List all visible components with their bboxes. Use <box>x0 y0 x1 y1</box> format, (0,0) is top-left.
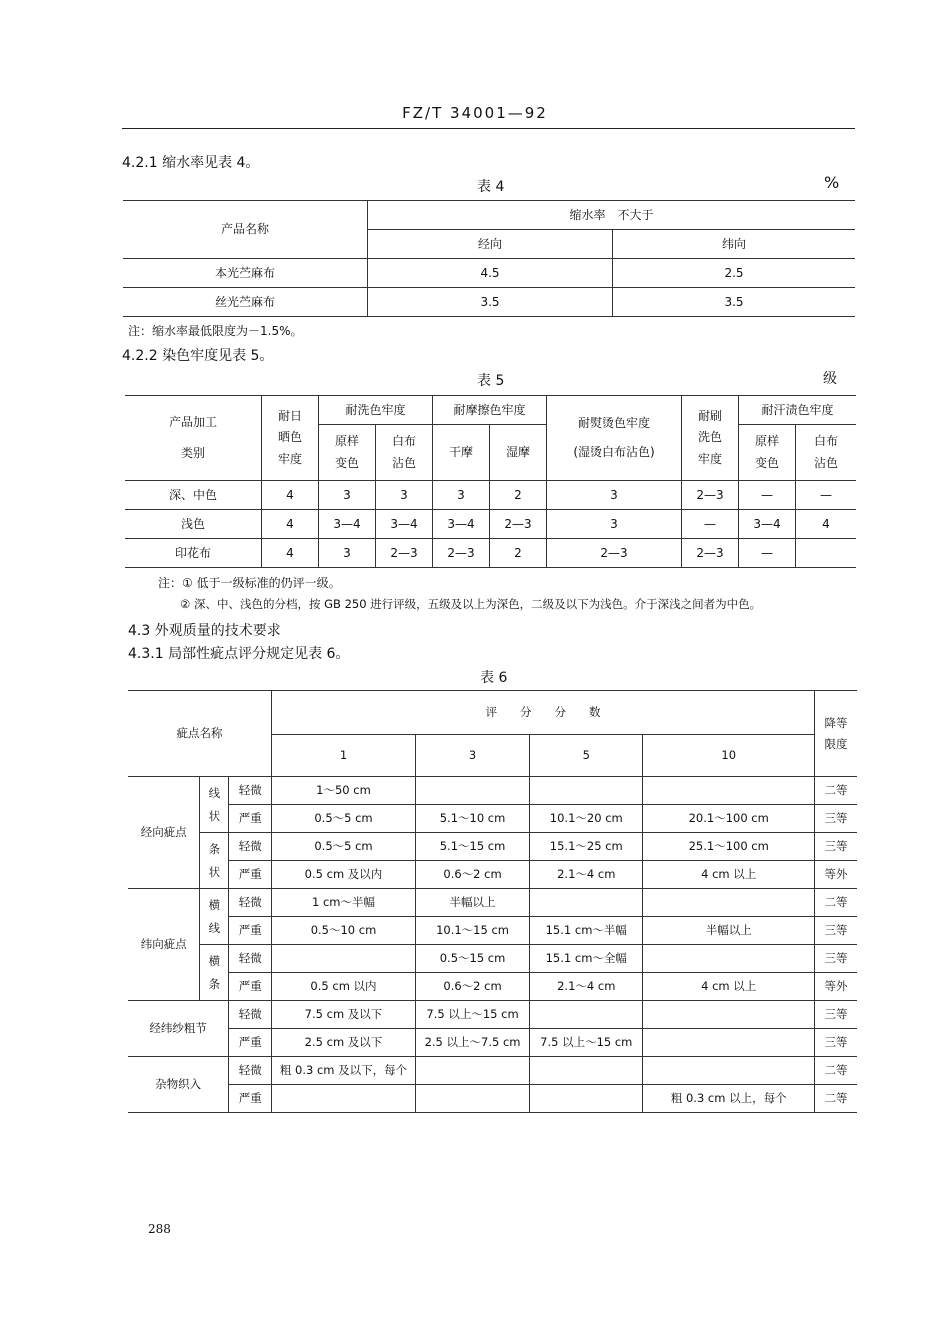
t6-cell <box>530 777 643 805</box>
t6-h-s1: 1 <box>272 735 416 777</box>
t6-cell: 15.1～25 cm <box>530 833 643 861</box>
t6-sub-strip-text: 条状 <box>208 841 221 879</box>
t6-cell: 0.5 cm 及以内 <box>272 861 416 889</box>
table-row <box>123 288 855 317</box>
t6-cell <box>643 1057 815 1085</box>
t5-cell: 2—3 <box>682 481 739 510</box>
t6-h-grade-text: 降等限度 <box>824 715 848 751</box>
t6-cell: 4 cm 以上 <box>643 973 815 1001</box>
t5-h-sweat: 耐汗渍色牢度 <box>739 396 857 425</box>
t4-cell: 3.5 <box>613 288 856 317</box>
t6-level: 轻微 <box>229 1057 272 1085</box>
t5-cell: 浅色 <box>125 510 262 539</box>
t4-cell: 本光苎麻布 <box>123 259 368 288</box>
t6-sub-hline <box>200 889 229 945</box>
t6-h-s3: 3 <box>415 735 529 777</box>
t5-h-rub-wet: 湿摩 <box>490 425 547 481</box>
t5-h-rub-dry: 干摩 <box>433 425 490 481</box>
t5-h-cat-1: 产品加工 <box>168 414 217 429</box>
t6-level: 轻微 <box>229 833 272 861</box>
t5-cell: 2—3 <box>433 539 490 568</box>
t6-h-s10: 10 <box>643 735 815 777</box>
t6-cell: 5.1～15 cm <box>415 833 529 861</box>
t5-cell: — <box>739 481 796 510</box>
t6-cell: 2.5 以上～7.5 cm <box>415 1029 529 1057</box>
table-row <box>128 777 857 805</box>
t6-cell: 三等 <box>815 1001 857 1029</box>
t6-level: 轻微 <box>229 777 272 805</box>
t6-h-score: 评 分 分 数 <box>272 691 815 735</box>
standard-header: FZ/T 34001—92 <box>402 104 548 122</box>
table4-caption: 表 4 <box>477 179 505 195</box>
t4-col-group: 缩水率 不大于 <box>368 201 856 230</box>
t6-cell <box>643 945 815 973</box>
t6-level: 轻微 <box>229 889 272 917</box>
header-rule <box>122 128 855 129</box>
t6-cell <box>643 777 815 805</box>
t6-cell: 15.1 cm～半幅 <box>530 917 643 945</box>
t6-cell: 4 cm 以上 <box>643 861 815 889</box>
t5-cell: 2—3 <box>682 539 739 568</box>
table-row <box>128 861 857 889</box>
t4-col-warp: 经向 <box>368 230 613 259</box>
t5-cell: 3—4 <box>319 510 376 539</box>
t6-cell: 20.1～100 cm <box>643 805 815 833</box>
t5-h-brush <box>682 396 739 481</box>
t5-cell: 4 <box>262 539 319 568</box>
table-row <box>128 1001 857 1029</box>
t6-cell: 等外 <box>815 973 857 1001</box>
section-4-3-1: 4.3.1 局部性疵点评分规定见表 6。 <box>128 646 350 662</box>
t5-h-sweat-a <box>739 425 796 481</box>
t6-cell: 7.5 以上～15 cm <box>530 1029 643 1057</box>
t6-cell: 7.5 以上～15 cm <box>415 1001 529 1029</box>
t6-cell: 二等 <box>815 1085 857 1113</box>
t6-cell <box>415 1057 529 1085</box>
t4-cell: 3.5 <box>368 288 613 317</box>
t5-cell: 2—3 <box>547 539 682 568</box>
t4-col-weft: 纬向 <box>613 230 856 259</box>
t6-h-s5: 5 <box>530 735 643 777</box>
table-row <box>128 833 857 861</box>
t5-cell: — <box>796 481 857 510</box>
t6-cell: 二等 <box>815 1057 857 1085</box>
t6-cell <box>530 889 643 917</box>
t5-cell: 3 <box>319 539 376 568</box>
t5-cell: 3 <box>547 510 682 539</box>
t4-col-name: 产品名称 <box>123 201 368 259</box>
t5-cell: 3 <box>319 481 376 510</box>
table-row <box>128 973 857 1001</box>
t5-h-sweat-a-text: 原样变色 <box>754 433 779 470</box>
t6-sub-hstrip-text: 横条 <box>208 953 221 991</box>
t6-sub-line <box>200 777 229 833</box>
t6-cell <box>272 1085 416 1113</box>
t4-cell: 丝光苎麻布 <box>123 288 368 317</box>
t5-h-wash-a-text: 原样变色 <box>334 433 359 470</box>
t5-h-cat <box>125 396 262 481</box>
t6-cell: 三等 <box>815 1029 857 1057</box>
table6-caption: 表 6 <box>480 670 508 686</box>
t6-cell: 半幅以上 <box>415 889 529 917</box>
t5-h-rub: 耐摩擦色牢度 <box>433 396 547 425</box>
t6-cell: 三等 <box>815 833 857 861</box>
table-row <box>123 259 855 288</box>
t5-h-sun-text: 耐日晒色牢度 <box>277 408 302 466</box>
t6-cell: 5.1～10 cm <box>415 805 529 833</box>
t5-cell: — <box>682 510 739 539</box>
t6-cell: 三等 <box>815 805 857 833</box>
t6-cell: 1 cm～半幅 <box>272 889 416 917</box>
t5-cell: 4 <box>262 510 319 539</box>
t5-h-wash-a <box>319 425 376 481</box>
t6-cell: 二等 <box>815 889 857 917</box>
t6-sub-line-text: 线状 <box>208 785 221 823</box>
t6-cell: 25.1～100 cm <box>643 833 815 861</box>
t6-cell: 0.5～15 cm <box>415 945 529 973</box>
table-row <box>125 510 856 539</box>
t6-cell: 2.1～4 cm <box>530 861 643 889</box>
t5-cell: 3 <box>433 481 490 510</box>
t6-cell <box>643 1001 815 1029</box>
t5-cell: 3—4 <box>739 510 796 539</box>
t6-cell: 0.6～2 cm <box>415 861 529 889</box>
table-row <box>128 889 857 917</box>
table-6 <box>128 690 857 1113</box>
t6-cell: 粗 0.3 cm 及以下，每个 <box>272 1057 416 1085</box>
t6-cell: 0.5～5 cm <box>272 805 416 833</box>
t5-cell: 2—3 <box>376 539 433 568</box>
t6-cell: 0.5～5 cm <box>272 833 416 861</box>
table4-note: 注：缩水率最低限度为－1.5%。 <box>128 324 303 338</box>
t6-sub-strip <box>200 833 229 889</box>
t6-cell: 10.1～15 cm <box>415 917 529 945</box>
t6-cell: 15.1 cm～全幅 <box>530 945 643 973</box>
t5-cell <box>796 539 857 568</box>
t6-group-yarn: 经纬纱粗节 <box>128 1001 229 1057</box>
t6-sub-hline-text: 横线 <box>208 897 221 935</box>
t6-cell: 2.1～4 cm <box>530 973 643 1001</box>
t6-cell: 三等 <box>815 917 857 945</box>
t6-h-grade <box>815 691 857 777</box>
t6-cell <box>530 1085 643 1113</box>
table5-note-2: ② 深、中、浅色的分档，按 GB 250 进行评级，五级及以上为深色，二级及以下为浅色。介于深浅之间者为中色。 <box>180 597 762 611</box>
t6-level: 轻微 <box>229 945 272 973</box>
section-4-2-2: 4.2.2 染色牢度见表 5。 <box>122 348 274 364</box>
t5-h-iron <box>547 396 682 481</box>
t5-cell: 4 <box>262 481 319 510</box>
t5-h-iron-2: (湿烫白布沾色) <box>573 445 655 459</box>
t6-cell: 2.5 cm 及以下 <box>272 1029 416 1057</box>
t6-cell: 半幅以上 <box>643 917 815 945</box>
t6-cell: 等外 <box>815 861 857 889</box>
table-row <box>125 481 856 510</box>
t6-level: 严重 <box>229 917 272 945</box>
table4-unit: % <box>824 173 840 192</box>
table-row <box>128 917 857 945</box>
t5-cell: 2—3 <box>490 510 547 539</box>
t6-cell <box>272 945 416 973</box>
t4-cell: 4.5 <box>368 259 613 288</box>
t6-group-foreign: 杂物织入 <box>128 1057 229 1113</box>
t5-cell: 3 <box>376 481 433 510</box>
t6-cell: 0.6～2 cm <box>415 973 529 1001</box>
t6-cell: 0.5 cm 以内 <box>272 973 416 1001</box>
t5-h-sun <box>262 396 319 481</box>
t5-h-wash-b-text: 白布沾色 <box>391 433 416 470</box>
t6-cell: 10.1～20 cm <box>530 805 643 833</box>
t6-level: 严重 <box>229 1029 272 1057</box>
t6-cell <box>530 1057 643 1085</box>
t6-cell: 粗 0.3 cm 以上，每个 <box>643 1085 815 1113</box>
t6-cell <box>643 889 815 917</box>
t6-group-warp: 经向疵点 <box>128 777 200 889</box>
table-row <box>128 805 857 833</box>
page-number: 288 <box>148 1222 171 1236</box>
t6-level: 严重 <box>229 805 272 833</box>
t6-cell <box>530 1001 643 1029</box>
table-row <box>125 539 856 568</box>
t5-h-wash-b <box>376 425 433 481</box>
t6-level: 严重 <box>229 1085 272 1113</box>
table-4 <box>123 200 855 317</box>
section-4-2-1: 4.2.1 缩水率见表 4。 <box>122 155 260 171</box>
section-4-3: 4.3 外观质量的技术要求 <box>128 623 281 639</box>
t5-cell: 2 <box>490 539 547 568</box>
t6-cell <box>415 777 529 805</box>
t6-cell: 三等 <box>815 945 857 973</box>
t5-cell: 2 <box>490 481 547 510</box>
table5-caption: 表 5 <box>477 373 505 389</box>
table-5 <box>125 395 856 568</box>
t5-h-wash: 耐洗色牢度 <box>319 396 433 425</box>
t5-h-brush-text: 耐刷洗色牢度 <box>697 408 722 466</box>
t6-h-name: 疵点名称 <box>128 691 272 777</box>
t6-cell: 二等 <box>815 777 857 805</box>
t6-level: 严重 <box>229 861 272 889</box>
t6-group-weft: 纬向疵点 <box>128 889 200 1001</box>
t6-cell: 0.5～10 cm <box>272 917 416 945</box>
table5-note-1: 注：① 低于一级标准的仍评一级。 <box>158 576 341 590</box>
t5-cell: 印花布 <box>125 539 262 568</box>
t6-cell: 7.5 cm 及以下 <box>272 1001 416 1029</box>
t5-h-iron-1: 耐熨烫色牢度 <box>577 416 650 431</box>
t5-cell: 深、中色 <box>125 481 262 510</box>
t6-level: 严重 <box>229 973 272 1001</box>
t5-h-sweat-b-text: 白布沾色 <box>813 433 838 470</box>
t5-h-sweat-b <box>796 425 857 481</box>
t4-cell: 2.5 <box>613 259 856 288</box>
t5-cell: 3—4 <box>433 510 490 539</box>
table-row <box>128 945 857 973</box>
t6-cell <box>643 1029 815 1057</box>
t6-cell: 1～50 cm <box>272 777 416 805</box>
t5-cell: 3 <box>547 481 682 510</box>
t5-h-cat-2: 类别 <box>180 446 205 460</box>
t5-cell: 4 <box>796 510 857 539</box>
t6-level: 轻微 <box>229 1001 272 1029</box>
t6-cell <box>415 1085 529 1113</box>
t5-cell: — <box>739 539 796 568</box>
t6-sub-hstrip <box>200 945 229 1001</box>
t5-cell: 3—4 <box>376 510 433 539</box>
table-row <box>128 1057 857 1085</box>
table-row <box>128 1029 857 1057</box>
table5-unit: 级 <box>823 371 837 387</box>
table-row <box>128 1085 857 1113</box>
